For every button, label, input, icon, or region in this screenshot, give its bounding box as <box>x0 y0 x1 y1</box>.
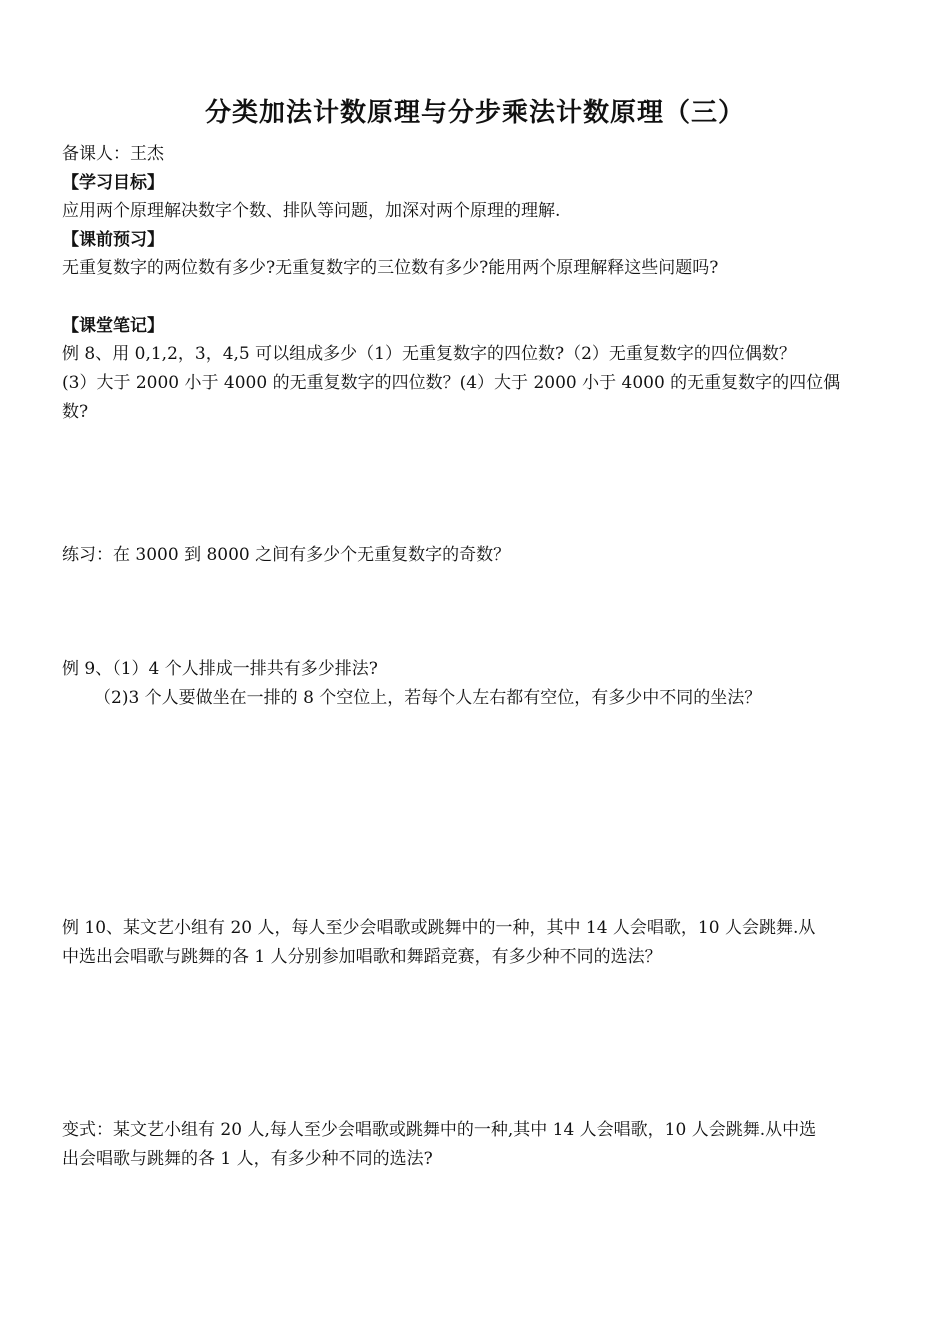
example9-line2: （2)3 个人要做坐在一排的 8 个空位上，若每个人左右都有空位，有多少中不同的坐法？ <box>94 688 762 708</box>
example8-line3: 数? <box>62 402 89 422</box>
notes-heading: 【课堂笔记】 <box>62 316 164 336</box>
example10-line2: 中选出会唱歌与跳舞的各 1 人分别参加唱歌和舞蹈竞赛，有多少种不同的选法？ <box>62 947 662 967</box>
goals-heading: 【学习目标】 <box>62 173 164 193</box>
example8-line2: (3）大于 2000 小于 4000 的无重复数字的四位数？(4）大于 2000 小于 4000 的无重复数字的四位偶 <box>62 373 841 393</box>
preview-text: 无重复数字的两位数有多少?无重复数字的三位数有多少?能用两个原理解释这些问题吗? <box>62 258 719 278</box>
document-title: 分类加法计数原理与分步乘法计数原理（三） <box>204 98 745 128</box>
preview-heading: 【课前预习】 <box>62 230 164 250</box>
example9-line1: 例 9、（1）4 个人排成一排共有多少排法? <box>62 659 378 679</box>
variant-line2: 出会唱歌与跳舞的各 1 人，有多少种不同的选法? <box>62 1149 433 1169</box>
goals-text: 应用两个原理解决数字个数、排队等问题，加深对两个原理的理解. <box>62 201 561 221</box>
example8-line1: 例 8、用 0,1,2，3，4,5 可以组成多少（1）无重复数字的四位数?（2）无重复数字的四位偶数？ <box>62 344 796 364</box>
variant-line1: 变式：某文艺小组有 20 人,每人至少会唱歌或跳舞中的一种,其中 14 人会唱歌，10 人会跳舞.从中选 <box>62 1120 817 1140</box>
example10-line1: 例 10、某文艺小组有 20 人，每人至少会唱歌或跳舞中的一种，其中 14 人会唱歌，10 人会跳舞.从 <box>62 918 816 938</box>
practice-question: 练习：在 3000 到 8000 之间有多少个无重复数字的奇数？ <box>62 545 511 565</box>
author-line: 备课人：王杰 <box>62 144 164 164</box>
